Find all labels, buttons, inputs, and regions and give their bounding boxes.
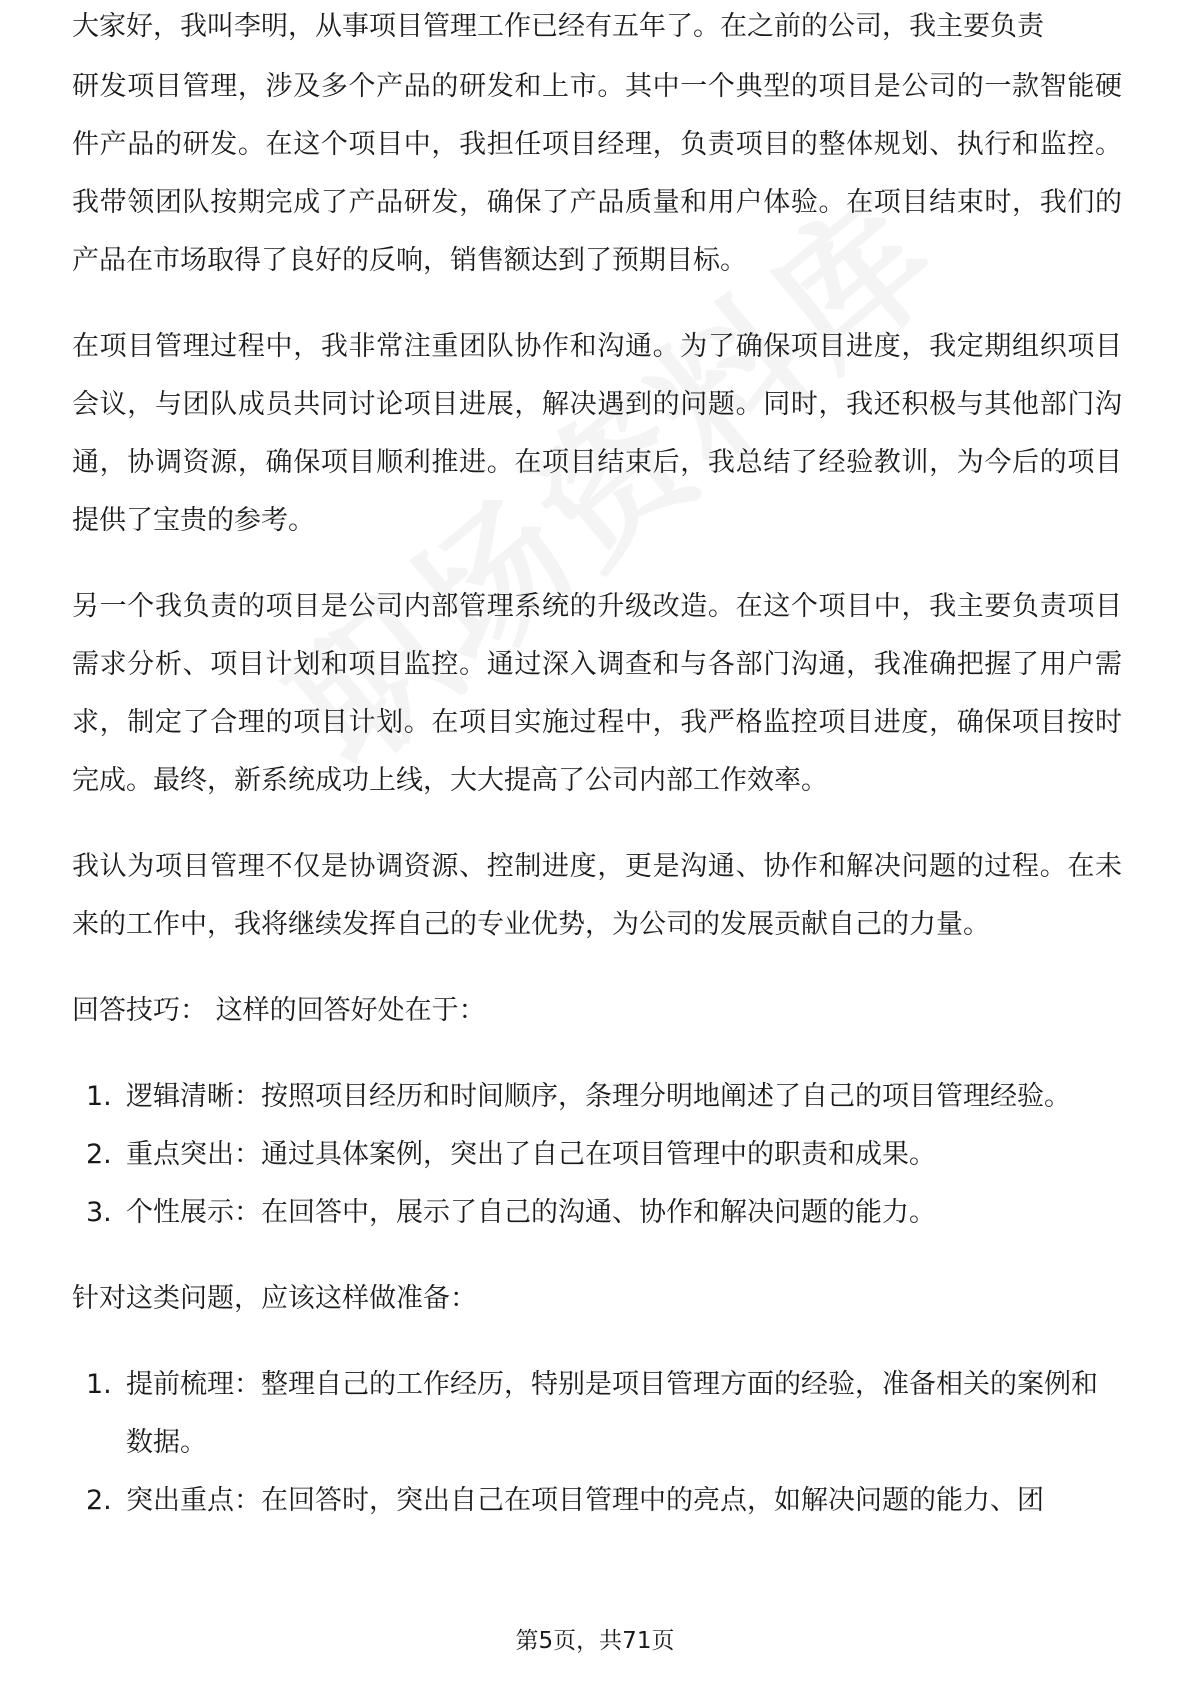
list-item-text: 个性展示：在回答中，展示了自己的沟通、协作和解决问题的能力。 [126,1197,936,1228]
partial-line [72,11,1122,58]
page-number: 第5页，共71页 [515,1628,675,1654]
tips-list [72,1068,1122,1242]
list-number: 1. [86,1081,112,1112]
list-item [72,1472,1122,1530]
list-number: 2. [86,1485,112,1516]
paragraph-4: 我认为项目管理不仅是协调资源、控制进度，更是沟通、协作和解决问题的过程。在未来的工作中，我将继续发挥自己的专业优势，为公司的发展贡献自己的力量。 [72,851,1122,940]
list-number: 2. [86,1139,112,1170]
list-item [72,1356,1122,1472]
partial-line-text: 大家好，我叫李明，从事项目管理工作已经有五年了。在之前的公司，我主要负责 [72,11,1044,42]
list-number: 3. [86,1197,112,1228]
list-item-text: 重点突出：通过具体案例，突出了自己在项目管理中的职责和成果。 [126,1139,936,1170]
paragraph-1: 研发项目管理，涉及多个产品的研发和上市。其中一个典型的项目是公司的一款智能硬件产品的研发。在这个项目中，我担任项目经理，负责项目的整体规划、执行和监控。我带领团队按期完成了产品研发，确保了产品质量和用户体验。在项目结束时，我们的产品在市场取得了良好的反响，销售额达到了预期目标。 [72,71,1122,276]
list-item-text: 突出重点：在回答时，突出自己在项目管理中的亮点，如解决问题的能力、团 [126,1485,1044,1516]
list-item-text: 提前梳理：整理自己的工作经历，特别是项目管理方面的经验，准备相关的案例和数据。 [126,1369,1098,1458]
document-body [72,11,1122,1558]
tips-label: 回答技巧： 这样的回答好处在于： [72,995,486,1026]
list-item [72,1184,1122,1242]
prep-list [72,1356,1122,1530]
paragraph-2: 在项目管理过程中，我非常注重团队协作和沟通。为了确保项目进度，我定期组织项目会议，与团队成员共同讨论项目进展，解决遇到的问题。同时，我还积极与其他部门沟通，协调资源，确保项目顺利推进。在项目结束后，我总结了经验教训，为今后的项目提供了宝贵的参考。 [72,331,1122,536]
paragraph-3: 另一个我负责的项目是公司内部管理系统的升级改造。在这个项目中，我主要负责项目需求分析、项目计划和项目监控。通过深入调查和与各部门沟通，我准确把握了用户需求，制定了合理的项目计划。在项目实施过程中，我严格监控项目进度，确保项目按时完成。最终，新系统成功上线，大大提高了公司内部工作效率。 [72,591,1122,796]
list-number: 1. [86,1369,112,1400]
list-item [72,1068,1122,1126]
prep-label: 针对这类问题，应该这样做准备： [72,1283,477,1314]
list-item-text: 逻辑清晰：按照项目经历和时间顺序，条理分明地阐述了自己的项目管理经验。 [126,1081,1071,1112]
list-item [72,1126,1122,1184]
